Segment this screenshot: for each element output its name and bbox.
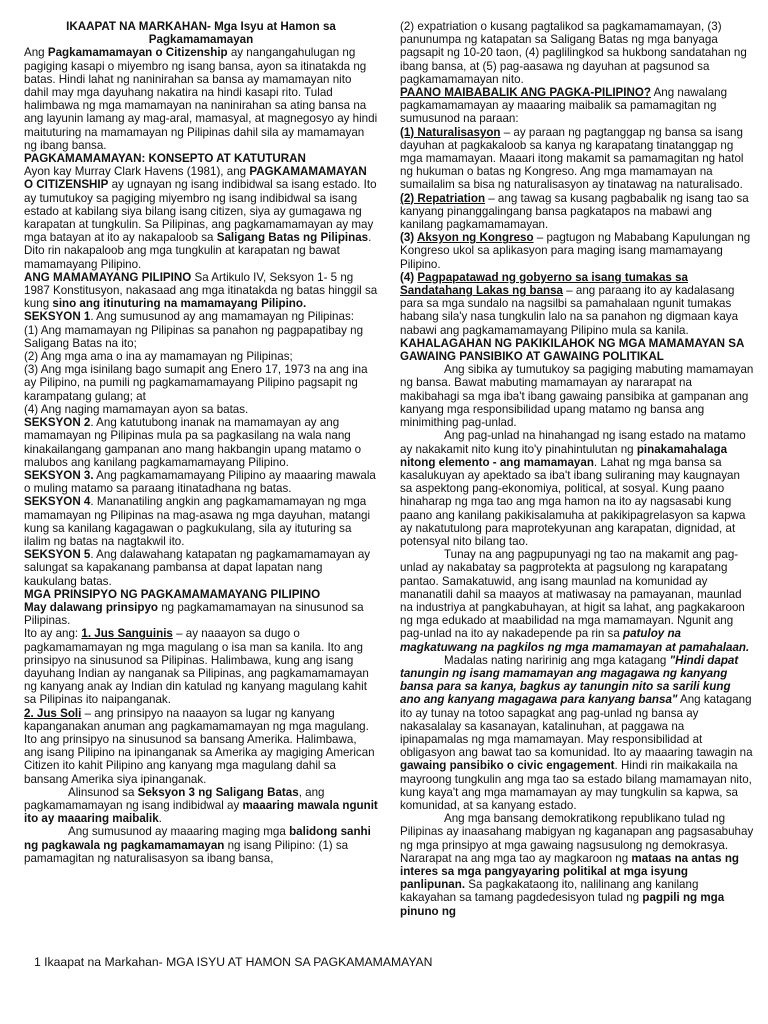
text: Tunay na ang pagpupunyagi ng tao na makamit ang pag-unlad ay nakabatay sa pagprotekta at pagsulong ng karapatang pantao. Samakatuwid, ang isang maunlad na komunidad ay mananatili dahil sa maayos at matiwasay na pamayanan, maunlad na industriya at pangkabuhayan, at higit sa lahat, ang pagkakaroon ng mga edukado at maabilidad na mga mamamayan. Ngunit ang pag-unlad na ito ay nakadepende pa rin sa	[400, 548, 745, 641]
bold-term: gawaing pansibiko o civic engagement	[400, 759, 615, 773]
repatriation-paragraph	[400, 192, 754, 232]
term-jus-sanguinis: 1. Jus Sanguinis	[81, 627, 173, 641]
text: Sa pagkakataong ito, nalilinang ang kanilang kakayahan sa tamang pagdedesisyon tulad ng	[400, 878, 699, 905]
havens-paragraph	[24, 165, 378, 271]
bold-term: ANG MAMAMAYANG PILIPINO	[24, 270, 192, 284]
balidong-sanhi-paragraph	[24, 825, 378, 865]
item-number: (4)	[400, 270, 418, 284]
jus-soli-paragraph	[24, 707, 378, 786]
paano-maibabalik-paragraph	[400, 86, 754, 126]
heading-konsepto: PAGKAMAMAMAYAN: KONSEPTO AT KATUTURAN	[24, 152, 306, 166]
text: . Dito rin nakapaloob ang mga tungkulin at karapatan ng bawat mamamayang Pilipino.	[24, 231, 372, 271]
term-naturalisasyon: (1) Naturalisasyon	[400, 125, 501, 139]
demokratikong-paragraph	[400, 812, 754, 918]
text: Sa Artikulo IV, Seksyon 1- 5 ng 1987 Konstitusyon, nakasaad ang mga itinatakda ng batas hinggil sa kung	[24, 270, 378, 311]
mamamayang-pilipino-paragraph	[24, 271, 378, 311]
text: Ito ay ang:	[24, 627, 82, 641]
text: Ang sumusunod ay maaaring maging mga	[68, 825, 290, 839]
sibika-paragraph: Ang sibika ay tumutukoy sa pagiging mabuting mamamayan ng bansa. Bawat mabuting mamamayan ay nararapat na makibahagi sa mga iba't ibang gawaing pansibika at gampanan ang kanyang mga responsibilidad upang matamo ng bansa ang minimithing pag-unlad.	[400, 363, 754, 430]
text: .	[158, 812, 162, 826]
text: Madalas nating naririnig ang mga katagang	[444, 653, 670, 667]
text: Ang katagang ito ay tunay na totoo sapagkat ang pag-unlad ng bansa ay nakasalalay sa kasanayan, katalinuhan, at paggawa na ipinapamalas ng mga mamamayan. May responsibilidad at obligasyon ang bawat tao sa komunidad. Ito ay maaaring tawagin na	[400, 693, 753, 760]
bold-term: pagpili ng mga pinuno ng	[400, 891, 725, 918]
section-label: SEKSYON 3.	[24, 468, 94, 482]
text: ng pagkamamamayan na sinusunod sa Pilipinas.	[24, 600, 364, 628]
heading-kahalagahan: KAHALAGAHAN NG PAKIKILAHOK NG MGA MAMAMAYAN SA GAWAING PANSIBIKO AT GAWAING POLITIKAL	[400, 336, 744, 364]
pagpupunyagi-paragraph	[400, 548, 754, 654]
text: ng isang Pilipino: (1) sa pamamagitan ng naturalisasyon sa ibang bansa,	[24, 838, 349, 865]
bold-term: Saligang Batas ng Pilipinas	[216, 231, 369, 245]
bold-term: PAGKAMAMAMAYAN O CITIZENSHIP	[24, 165, 367, 192]
seksyon-1-item-1: (1) Ang mamamayan ng Pilipinas sa panahon ng pagpapatibay ng Saligang Batas na ito;	[24, 323, 364, 350]
jus-sanguinis-paragraph	[24, 627, 378, 706]
term-jus-soli: 2. Jus Soli	[24, 706, 82, 720]
text: Ayon kay Murray Clark Havens (1981), ang	[24, 165, 250, 179]
term-aksyon-kongreso: Aksyon ng Kongreso	[416, 231, 534, 245]
text: – ang prinsipyo na naaayon sa lugar ng kanyang kapanganakan anuman ang pagkamamamayan ng mga magulang. Ito ang prinsipyo na sinusunod sa bansang Amerika. Halimbawa, ang isang Pilipino na ipinanganak sa Amerika ay magiging American Citizen ito kahit Pilipino ang kanyang mga magulang dahil sa bansang Amerika siya ipinanganak.	[24, 706, 375, 786]
naturalisasyon-paragraph	[400, 126, 754, 192]
text: – ay naaayon sa dugo o pagkamamamayan ng mga magulang o isa man sa kanila. Ito ang prinsipyo na sinusunod sa Pilipinas. Halimbawa, kung ang isang dayuhang Indian ay nanganak sa Pilipinas, ang pagkamamamayan ng kanyang anak ay Indian din katulad ng kanyang magulang kahit sa Pilipinas ito naipanganak.	[24, 627, 369, 707]
seksyon-1-item-3: (3) Ang mga isinilang bago sumapit ang Enero 17, 1973 na ang ina ay Pilipino, na pumili ng pagkamamamayang Pilipino pagsapit ng karampatang gulang; at	[24, 363, 368, 403]
section-label: SEKSYON 5	[24, 548, 91, 562]
term-pagpapatawad: Pagpapatawad ng gobyerno sa isang tumakas sa Sandatahang Lakas ng bansa	[400, 270, 688, 298]
bold-term: mataas na antas ng interes sa mga pangyayaring politikal at mga isyung panlipunan.	[400, 851, 739, 892]
heading-paano-maibabalik: PAANO MAIBABALIK ANG PAGKA-PILIPINO?	[400, 86, 651, 100]
bold-term: balidong sanhi ng pagkawala ng pagkamamamayan	[24, 825, 371, 852]
bold-term: maaaring mawala ngunit ito ay maaaring maibalik	[24, 798, 378, 826]
text: – ang paraang ito ay kadalasang para sa mga sundalo na nagsilbi sa pamahalaan ngunit tumakas habang sila'y nasa tungkulin lalo na sa panahon ng digmaan kaya nabawi ang pagkamamamayang Pilipino mula sa kanila.	[400, 284, 739, 337]
section-label: SEKSYON 1	[24, 310, 91, 324]
text: . Ang katutubong inanak na mamamayan ay ang mamamayan ng Pilipinas mula pa sa pagkasilang na wala nang kinakailangang gampanan ano mang hakbangin upang matamo o malubos ang kanilang pagkamamamayang Pilipino.	[24, 416, 362, 469]
text: . Ang sumusunod ay ang mamamayan ng Pilipinas:	[90, 310, 354, 324]
text: Ang pagkamamamayang Pilipino ay maaaring mawala o muling matamo sa paraang itinatadhana ng batas.	[24, 468, 376, 496]
left-column	[24, 20, 378, 865]
title-subject: - Mga Isyu at Hamon sa Pagkamamamayan	[148, 20, 336, 47]
seksyon-3	[24, 469, 378, 495]
pagpapatawad-paragraph	[400, 271, 754, 337]
seksyon-2	[24, 416, 378, 469]
seksyon-4	[24, 495, 378, 548]
seksyon-5	[24, 548, 378, 588]
text: Alinsunod sa	[68, 785, 138, 799]
item-number: (3)	[400, 231, 417, 245]
text: Ang	[24, 46, 48, 60]
term-repatriation: (2) Repatriation	[400, 191, 486, 205]
quote: "Hindi dapat tanungin ng isang mamamayan ang magagawa ng kanyang bansa para sa kanya, bagkus ay tanungin nito sa sarili kung ano ang kanyang magagawa para kanyang bansa"	[400, 653, 739, 707]
text: . Hindi rin maikakaila na mayroong tungkulin ang mga tao sa estado bilang mamamayan nito, kung kaya't ang mga mamamayan ay may tungkulin sa kapwa, sa komunidad, at sa kanyang estado.	[400, 759, 752, 812]
seksyon-1	[24, 310, 378, 323]
text: Ang mga bansang demokratikong republikano tulad ng Pilipinas ay inaasahang mabigyan ng kaganapan ang pagsasabuhay ng mga prinsipyo at mga gawaing nagsusulong ng demokrasya. Nararapat na ang mga tao ay magkaroon ng	[400, 812, 754, 865]
heading-prinsipyo: MGA PRINSIPYO NG PAGKAMAMAMAYANG PILIPINO	[24, 587, 321, 601]
text: ay nangangahulugan ng pagiging kasapi o miyembro ng isang bansa, ayon sa itinatakda ng batas. Hindi lahat ng naninirahan sa bansa ay mamamayan nito dahil may mga dayuhang nakatira na hindi kasapi rito. Tulad halimbawa ng mga mamamayan na naninirahan sa ating bansa na ang layunin lamang ay mag-aral, mamasyal, at magnegosyo ay hindi maituturing na mamamayan ng Pilipinas dahil sila ay mamamayan ng ibang bansa.	[24, 46, 378, 152]
seksyon-1-item-2: (2) Ang mga ama o ina ay mamamayan ng Pilipinas;	[24, 350, 293, 364]
bold-term: sino ang itinuturing na mamamayang Pilipino.	[52, 297, 307, 311]
text: . Ang dalawahang katapatan ng pagkamamamayan ay salungat sa kapakanang pambansa at dapat lapatan nang kaukulang batas.	[24, 548, 371, 588]
katagang-paragraph	[400, 654, 754, 812]
page-footer: 1 Ikaapat na Markahan- MGA ISYU AT HAMON SA PAGKAMAMAMAYAN	[34, 955, 433, 969]
title-quarter: IKAAPAT NA MARKAHAN	[66, 20, 207, 33]
right-column	[400, 20, 754, 918]
text: – pagtugon ng Mababang Kapulungan ng Kongreso ukol sa aplikasyon para maging isang mamamayang Pilipino.	[400, 231, 751, 271]
alinsunod-paragraph	[24, 786, 378, 826]
bold-term: pinakamahalaga nitong elemento - ang mamamayan	[400, 442, 728, 469]
text: . Lahat ng mga bansa sa kasalukuyan ay apektado sa iba't ibang suliraning may kaugnayan sa aspektong pang-ekonomiya, political, at sosyal. Kung paano hinaharap ng mga tao ang mga hamon na ito ay nagsasabi kung paano ang kanilang pakikisalamuha at pakikipagrelasyon sa kapwa ay nakatutulong para maprotekyunan ang karapatan, dignidad, at potensyal nito bilang tao.	[400, 455, 746, 548]
bold-italic-term: patuloy na magkatuwang na pagkilos ng mga mamamayan at pamahalaan.	[400, 627, 750, 654]
sanhi-continuation: (2) expatriation o kusang pagtalikod sa pagkamamamayan, (3) panunumpa ng katapatan sa Saligang Batas ng mga banyaga pagsapit ng 10-20 taon, (4) paglilingkod sa hukbong sandatahan ng ibang bansa, at (5) pag-aasawa ng dayuhan at pagsunod sa pagkamamamayan nito.	[400, 20, 747, 86]
section-label: SEKSYON 2	[24, 416, 91, 430]
bold-term: Seksyon 3 ng Saligang Batas	[137, 785, 299, 799]
pag-unlad-paragraph	[400, 429, 754, 548]
text: – ay paraan ng pagtanggap ng bansa sa isang dayuhan at pagkakaloob sa kanya ng karapatang tinatanggap ng mga mamamayan. Maaari itong makamit sa pamamagitan ng hatol ng hukuman o batas ng Kongreso. Ang mga mamamayan na sumailalim sa bisa ng naturalisasyon ay tinatawag na naturalisado.	[400, 125, 744, 192]
text: , ang pagkamamamayan ng isang indibidwal ay	[24, 785, 325, 812]
section-label: SEKSYON 4	[24, 495, 91, 509]
intro-paragraph	[24, 46, 378, 152]
text: . Mananatiling angkin ang pagkamamamayan ng mga mamamayan ng Pilipinas na mag-asawa ng mga dayuhan, matangi kung sa kanilang kagagawan o pagkukulang, sila ay ituturing sa ilalim ng batas na nagtakwil ito.	[24, 495, 371, 548]
text: – ang tawag sa kusang pagbabalik ng isang tao sa kanyang pinanggalingang bansa pagkatapos na mabawi ang kanilang pagkamamamayan.	[400, 191, 749, 232]
seksyon-1-item-4: (4) Ang naging mamamayan ayon sa batas.	[24, 402, 249, 416]
aksyon-kongreso-paragraph	[400, 231, 754, 271]
text: Ang nawalang pagkamamamayan ay maaaring maibalik sa pamamagitan ng sumusunod na paraan:	[400, 86, 728, 126]
bold-term: Pagkamamamayan o Citizenship	[47, 46, 228, 60]
bold-term: May dalawang prinsipyo	[24, 600, 159, 614]
text: Ang pag-unlad na hinahangad ng isang estado na matamo ay nakakamit nito kung ito'y pinahintulutan ng	[400, 429, 746, 456]
dalawang-prinsipyo	[24, 601, 378, 627]
text: ay ugnayan ng isang indibidwal sa isang estado. Ito ay tumutukoy sa pagiging miyembro ng isang indibidwal sa isang estado at kabilang siya bilang isang citizen, siya ay gumagawa ng karapatan at tungkulin. Sa Pilipinas, ang pagkamamamayan ay may mga batayan at ito ay nakapaloob sa	[24, 178, 377, 245]
document-title	[24, 20, 378, 46]
